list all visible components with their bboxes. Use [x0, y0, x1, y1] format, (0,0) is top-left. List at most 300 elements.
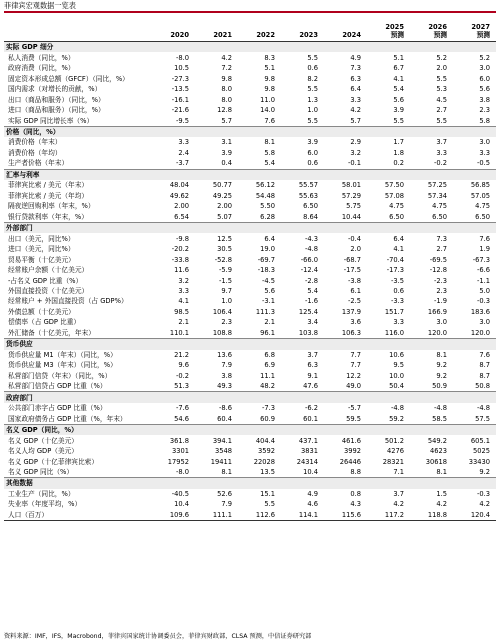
table-cell: 5.5 — [307, 53, 318, 62]
row-label: 私营部门信贷占 GDP 比重（%） — [8, 382, 107, 391]
year-header — [281, 12, 324, 42]
table-row — [4, 265, 496, 275]
table-cell: 56.12 — [255, 181, 275, 190]
table-cell: 108.8 — [212, 328, 232, 337]
table-cell: 5.5 — [436, 74, 447, 83]
table-cell: 404.4 — [255, 436, 275, 445]
year-label: 2021 — [213, 31, 232, 39]
table-cell: 60.9 — [260, 414, 275, 423]
table-cell: 117.2 — [367, 510, 410, 521]
table-cell: 5.6 — [264, 287, 275, 296]
year-label: 2024 — [342, 31, 361, 39]
table-cell: -3.1 — [261, 297, 275, 306]
row-label: 工业生产（同比，%） — [8, 489, 75, 498]
row-label: 私人消费（同比，%） — [8, 53, 75, 62]
section-title: 政府部门 — [4, 392, 496, 403]
row-label: 名义人均 GDP（美元） — [8, 447, 78, 456]
table-cell: 9.5 — [393, 361, 404, 370]
table-row — [4, 84, 496, 94]
section-title: 实际 GDP 细分 — [4, 42, 496, 53]
table-cell: 60.4 — [217, 414, 232, 423]
table-cell: 3.0 — [479, 64, 490, 73]
year-header — [195, 12, 238, 42]
table-cell: 5.1 — [264, 64, 275, 73]
table-cell: 549.2 — [427, 436, 447, 445]
table-row — [4, 201, 496, 211]
table-row — [4, 212, 496, 223]
header-row — [4, 12, 496, 42]
table-cell: 5.2 — [436, 53, 447, 62]
table-cell: 2.3 — [221, 318, 232, 327]
row-label: 外债总额（十亿美元） — [8, 307, 75, 316]
table-row — [4, 403, 496, 413]
table-cell: 4.2 — [479, 500, 490, 509]
table-cell: 461.6 — [341, 436, 361, 445]
table-cell: 10.4 — [303, 467, 318, 476]
table-cell: 3.3 — [479, 148, 490, 157]
table-cell: 54.48 — [255, 191, 275, 200]
row-label: 外汇储备（十亿美元，年末） — [8, 328, 95, 337]
table-cell: 7.9 — [221, 500, 232, 509]
macro-data-table — [4, 11, 496, 521]
table-cell: 9.6 — [178, 361, 189, 370]
table-cell: 394.1 — [212, 436, 232, 445]
table-cell: 183.6 — [470, 307, 490, 316]
table-cell: 3.2 — [178, 276, 189, 285]
forecast-label: 预测 — [390, 31, 404, 39]
year-header — [238, 12, 281, 42]
table-cell: 49.62 — [169, 191, 189, 200]
table-row — [4, 446, 496, 456]
table-cell: 57.05 — [470, 191, 490, 200]
table-cell: 10.0 — [389, 371, 404, 380]
row-label: 公共部门赤字占 GDP 比重（%） — [8, 404, 107, 413]
table-cell: 8.1 — [264, 138, 275, 147]
table-cell: -4.8 — [390, 404, 404, 413]
table-cell: 4.1 — [178, 297, 189, 306]
table-cell: -6.2 — [304, 404, 318, 413]
row-label: -占名义 GDP 比重（%） — [8, 276, 83, 285]
table-cell: -3.8 — [347, 276, 361, 285]
table-cell: 7.7 — [350, 350, 361, 359]
table-row — [4, 158, 496, 169]
row-label: 偿债率（占 GDP 比重） — [8, 318, 81, 327]
row-label: 隔夜逆回购利率（年末，%） — [8, 202, 95, 211]
table-cell: 5.8 — [479, 116, 490, 125]
table-cell: 14.0 — [260, 106, 275, 115]
table-cell: 5.8 — [264, 148, 275, 157]
table-cell: 13.5 — [260, 467, 275, 476]
table-cell: 120.0 — [470, 328, 490, 337]
table-cell: -70.4 — [386, 255, 404, 264]
table-cell: 4.2 — [436, 500, 447, 509]
table-cell: 5.4 — [307, 287, 318, 296]
table-cell: -1.6 — [304, 297, 318, 306]
table-cell: 4.2 — [350, 106, 361, 115]
row-label: 进口（商品和服务）（同比，%） — [8, 106, 105, 115]
table-cell: 125.4 — [298, 307, 318, 316]
table-row — [4, 191, 496, 201]
year-header — [410, 12, 453, 42]
table-cell: 120.4 — [453, 510, 496, 521]
table-cell: 9.2 — [436, 361, 447, 370]
table-cell: -2.8 — [304, 276, 318, 285]
table-row — [4, 371, 496, 381]
table-row — [4, 467, 496, 478]
year-label: 2027 — [471, 23, 490, 31]
table-cell: -12.4 — [300, 266, 318, 275]
table-row — [4, 296, 496, 306]
table-cell: 12.8 — [217, 106, 232, 115]
table-cell: 57.08 — [384, 191, 404, 200]
table-cell: -4.8 — [476, 404, 490, 413]
table-cell: 3.4 — [307, 318, 318, 327]
table-row — [4, 435, 496, 445]
table-cell: -13.5 — [171, 85, 189, 94]
table-cell: 17952 — [167, 457, 189, 466]
table-cell: 2.7 — [436, 106, 447, 115]
table-row — [4, 360, 496, 370]
table-cell: -17.3 — [386, 266, 404, 275]
table-cell: 57.50 — [384, 181, 404, 190]
table-cell: 9.7 — [221, 287, 232, 296]
table-cell: 9.8 — [221, 74, 232, 83]
table-cell: -1.1 — [476, 276, 490, 285]
table-cell: 60.1 — [303, 414, 318, 423]
table-cell: -67.3 — [472, 255, 490, 264]
table-cell: 5.2 — [479, 53, 490, 62]
table-cell: 3992 — [343, 447, 361, 456]
table-cell: 3.0 — [479, 318, 490, 327]
table-cell: 6.54 — [174, 212, 189, 221]
table-row — [4, 489, 496, 499]
table-cell: 55.57 — [298, 181, 318, 190]
table-cell: 13.6 — [217, 350, 232, 359]
table-row — [4, 105, 496, 115]
row-label: 消费价格（年均） — [8, 148, 62, 157]
table-cell: 8.1 — [221, 467, 232, 476]
table-cell: 5.3 — [436, 85, 447, 94]
row-label: 固定资本形成总额（GFCF）（同比，%） — [8, 74, 129, 83]
table-cell: 15.1 — [260, 489, 275, 498]
table-cell: 11.1 — [260, 371, 275, 380]
table-cell: 7.2 — [221, 64, 232, 73]
table-cell: -5.7 — [347, 404, 361, 413]
table-row — [4, 244, 496, 254]
table-cell: 4.75 — [389, 202, 404, 211]
table-cell: 98.5 — [174, 307, 189, 316]
table-cell: 8.7 — [479, 361, 490, 370]
table-cell: 2.3 — [436, 287, 447, 296]
source-note: 资料来源：IMF，IFS，Macrobond，菲律宾国家统计协调委员会，菲律宾财政部，CLSA 预测，中信证券研究部 — [4, 633, 312, 640]
table-cell: 501.2 — [384, 436, 404, 445]
table-cell: 106.3 — [341, 328, 361, 337]
table-cell: -69.7 — [257, 255, 275, 264]
table-cell: 3.0 — [479, 138, 490, 147]
year-header — [152, 12, 195, 42]
table-cell: 3831 — [300, 447, 318, 456]
section-row — [4, 478, 496, 489]
table-cell: 112.6 — [238, 510, 281, 521]
table-cell: 56.85 — [470, 181, 490, 190]
table-cell: 6.50 — [432, 212, 447, 221]
year-label: 2025 — [385, 23, 404, 31]
table-cell: 24314 — [296, 457, 318, 466]
table-cell: -1.5 — [218, 276, 232, 285]
table-cell: 6.4 — [350, 85, 361, 94]
row-label: 国内需求（对增长的贡献，%） — [8, 85, 102, 94]
table-cell: 605.1 — [470, 436, 490, 445]
table-cell: 3.2 — [350, 148, 361, 157]
table-cell: 3.3 — [393, 318, 404, 327]
table-cell: 115.6 — [324, 510, 367, 521]
table-cell: 1.3 — [307, 95, 318, 104]
table-body — [4, 12, 496, 521]
section-row — [4, 424, 496, 435]
table-cell: 8.0 — [221, 85, 232, 94]
table-cell: 3.9 — [307, 138, 318, 147]
table-cell: -0.3 — [476, 489, 490, 498]
table-cell: -3.5 — [390, 276, 404, 285]
table-cell: 4.9 — [350, 53, 361, 62]
table-cell: 57.29 — [341, 191, 361, 200]
table-cell: 3548 — [214, 447, 232, 456]
table-cell: 6.28 — [260, 212, 275, 221]
table-cell: 50.8 — [475, 382, 490, 391]
table-cell: -16.1 — [171, 95, 189, 104]
table-row — [4, 456, 496, 466]
table-cell: 4276 — [386, 447, 404, 456]
table-cell: 1.0 — [307, 106, 318, 115]
section-row — [4, 222, 496, 233]
row-label: 进口（美元，同比%） — [8, 245, 75, 254]
table-cell: 0.6 — [307, 159, 318, 168]
table-cell: 4.6 — [307, 500, 318, 509]
table-cell: -27.3 — [171, 74, 189, 83]
row-label: 出口（美元，同比%） — [8, 234, 75, 243]
table-cell: 114.1 — [281, 510, 324, 521]
table-cell: 19411 — [210, 457, 232, 466]
table-cell: 2.00 — [174, 202, 189, 211]
year-header — [453, 12, 496, 42]
table-cell: -68.7 — [343, 255, 361, 264]
table-cell: 4.3 — [350, 500, 361, 509]
table-cell: -0.3 — [476, 297, 490, 306]
table-cell: 5.1 — [393, 53, 404, 62]
table-cell: 6.50 — [389, 212, 404, 221]
section-title: 汇率与利率 — [4, 169, 496, 180]
row-label: 消费价格（年末） — [8, 138, 62, 147]
table-cell: 5.7 — [221, 116, 232, 125]
table-cell: 437.1 — [298, 436, 318, 445]
table-cell: 10.6 — [389, 350, 404, 359]
table-cell: -12.8 — [429, 266, 447, 275]
table-cell: 3.9 — [221, 148, 232, 157]
year-header — [324, 12, 367, 42]
table-cell: 5.4 — [393, 85, 404, 94]
table-cell: 8.7 — [479, 371, 490, 380]
table-row — [4, 73, 496, 83]
table-cell: 47.6 — [303, 382, 318, 391]
table-cell: 5.0 — [479, 287, 490, 296]
page-title: 菲律宾宏观数据一览表 — [4, 1, 76, 10]
row-label: 名义 GDP（十亿菲律宾比索） — [8, 457, 99, 466]
table-cell: 7.6 — [264, 116, 275, 125]
year-header — [367, 12, 410, 42]
table-cell: 96.1 — [260, 328, 275, 337]
table-cell: 6.50 — [303, 202, 318, 211]
table-cell: 2.1 — [264, 318, 275, 327]
table-cell: 6.9 — [264, 361, 275, 370]
table-cell: -69.5 — [429, 255, 447, 264]
table-cell: 3.6 — [350, 318, 361, 327]
table-cell: 116.0 — [384, 328, 404, 337]
table-cell: -8.0 — [175, 53, 189, 62]
table-row — [4, 52, 496, 62]
table-cell: -4.8 — [304, 245, 318, 254]
row-label: 失业率（年度平均，%） — [8, 500, 82, 509]
table-cell: 5.6 — [393, 95, 404, 104]
table-cell: 30618 — [425, 457, 447, 466]
table-cell: 5.5 — [307, 85, 318, 94]
table-cell: 8.1 — [436, 467, 447, 476]
table-cell: 103.8 — [298, 328, 318, 337]
table-cell: 6.3 — [307, 361, 318, 370]
table-cell: 50.9 — [432, 382, 447, 391]
table-cell: 3.3 — [350, 95, 361, 104]
section-row — [4, 42, 496, 53]
table-cell: 1.0 — [221, 297, 232, 306]
table-cell: 11.0 — [260, 95, 275, 104]
table-cell: 11.6 — [174, 266, 189, 275]
table-cell: 6.0 — [479, 74, 490, 83]
table-cell: 7.1 — [393, 467, 404, 476]
table-cell: 8.8 — [350, 467, 361, 476]
table-cell: 5.5 — [393, 116, 404, 125]
table-cell: 10.5 — [174, 64, 189, 73]
table-cell: 2.00 — [217, 202, 232, 211]
table-cell: 120.0 — [427, 328, 447, 337]
table-cell: 5.50 — [260, 202, 275, 211]
table-cell: 33430 — [468, 457, 490, 466]
table-cell: 59.5 — [346, 414, 361, 423]
year-label: 2022 — [256, 31, 275, 39]
table-cell: 5.4 — [264, 159, 275, 168]
table-cell: -5.9 — [218, 266, 232, 275]
table-cell: 12.5 — [217, 234, 232, 243]
table-cell: 166.9 — [427, 307, 447, 316]
table-cell: 7.3 — [436, 234, 447, 243]
table-cell: -17.5 — [343, 266, 361, 275]
table-row — [4, 148, 496, 158]
table-cell: 4.9 — [307, 489, 318, 498]
table-cell: 5.07 — [217, 212, 232, 221]
row-label: 外国直接投资（十亿美元） — [8, 287, 89, 296]
table-row — [4, 115, 496, 126]
table-cell: -52.8 — [214, 255, 232, 264]
table-cell: -2.3 — [433, 276, 447, 285]
table-cell: 0.4 — [221, 159, 232, 168]
section-row — [4, 126, 496, 137]
table-cell: 6.50 — [475, 212, 490, 221]
table-cell: 7.3 — [350, 64, 361, 73]
table-row — [4, 413, 496, 424]
table-row — [4, 381, 496, 392]
table-cell: 118.8 — [410, 510, 453, 521]
table-cell: 6.1 — [350, 287, 361, 296]
table-cell: 3.3 — [178, 287, 189, 296]
table-cell: 21.2 — [174, 350, 189, 359]
table-cell: 9.8 — [264, 85, 275, 94]
table-row — [4, 275, 496, 285]
table-cell: 12.2 — [346, 371, 361, 380]
table-row — [4, 63, 496, 73]
table-cell: -20.2 — [171, 245, 189, 254]
table-cell: 3301 — [171, 447, 189, 456]
table-cell: 51.3 — [174, 382, 189, 391]
table-row — [4, 499, 496, 509]
year-label: 2020 — [170, 31, 189, 39]
table-cell: 19.0 — [260, 245, 275, 254]
table-cell: 1.7 — [393, 138, 404, 147]
table-cell: -9.8 — [175, 234, 189, 243]
table-cell: 2.9 — [350, 138, 361, 147]
table-cell: 106.4 — [212, 307, 232, 316]
row-label: 菲律宾比索 / 美元（年末） — [8, 181, 89, 190]
table-cell: -66.0 — [300, 255, 318, 264]
table-cell: 151.7 — [384, 307, 404, 316]
table-cell: 5025 — [472, 447, 490, 456]
table-cell: 10.44 — [341, 212, 361, 221]
table-cell: 3.8 — [479, 95, 490, 104]
row-label: 国家政府债务占 GDP 比重（%，年末） — [8, 414, 127, 423]
table-cell: 58.5 — [432, 414, 447, 423]
row-label: 货币供应量 M1（年末）（同比，%） — [8, 350, 117, 359]
table-cell: 0.8 — [350, 489, 361, 498]
table-cell: 5.6 — [479, 85, 490, 94]
table-cell: 22028 — [253, 457, 275, 466]
table-row — [4, 307, 496, 317]
table-cell: 9.8 — [264, 74, 275, 83]
table-cell: 49.0 — [346, 382, 361, 391]
table-cell: 4.5 — [436, 95, 447, 104]
table-cell: 4623 — [429, 447, 447, 456]
table-cell: 4.75 — [432, 202, 447, 211]
forecast-label: 预测 — [476, 31, 490, 39]
table-cell: 7.7 — [350, 361, 361, 370]
table-cell: 3.7 — [436, 138, 447, 147]
table-cell: -7.3 — [261, 404, 275, 413]
table-cell: 2.1 — [178, 318, 189, 327]
table-row — [4, 328, 496, 339]
table-cell: 8.0 — [221, 95, 232, 104]
table-cell: 110.1 — [169, 328, 189, 337]
row-label: 名义 GDP（十亿美元） — [8, 436, 78, 445]
table-cell: -1.9 — [433, 297, 447, 306]
section-title: 价格（同比，%） — [4, 126, 496, 137]
row-label: 实际 GDP 同比增长率（%） — [8, 116, 94, 125]
table-cell: 59.2 — [389, 414, 404, 423]
table-row — [4, 317, 496, 327]
table-cell: -0.2 — [433, 159, 447, 168]
table-cell: 49.25 — [212, 191, 232, 200]
table-cell: 2.0 — [436, 64, 447, 73]
table-cell: -40.5 — [171, 489, 189, 498]
table-cell: 3.3 — [436, 148, 447, 157]
year-label: 2026 — [428, 23, 447, 31]
table-cell: -18.3 — [257, 266, 275, 275]
table-cell: -0.1 — [347, 159, 361, 168]
